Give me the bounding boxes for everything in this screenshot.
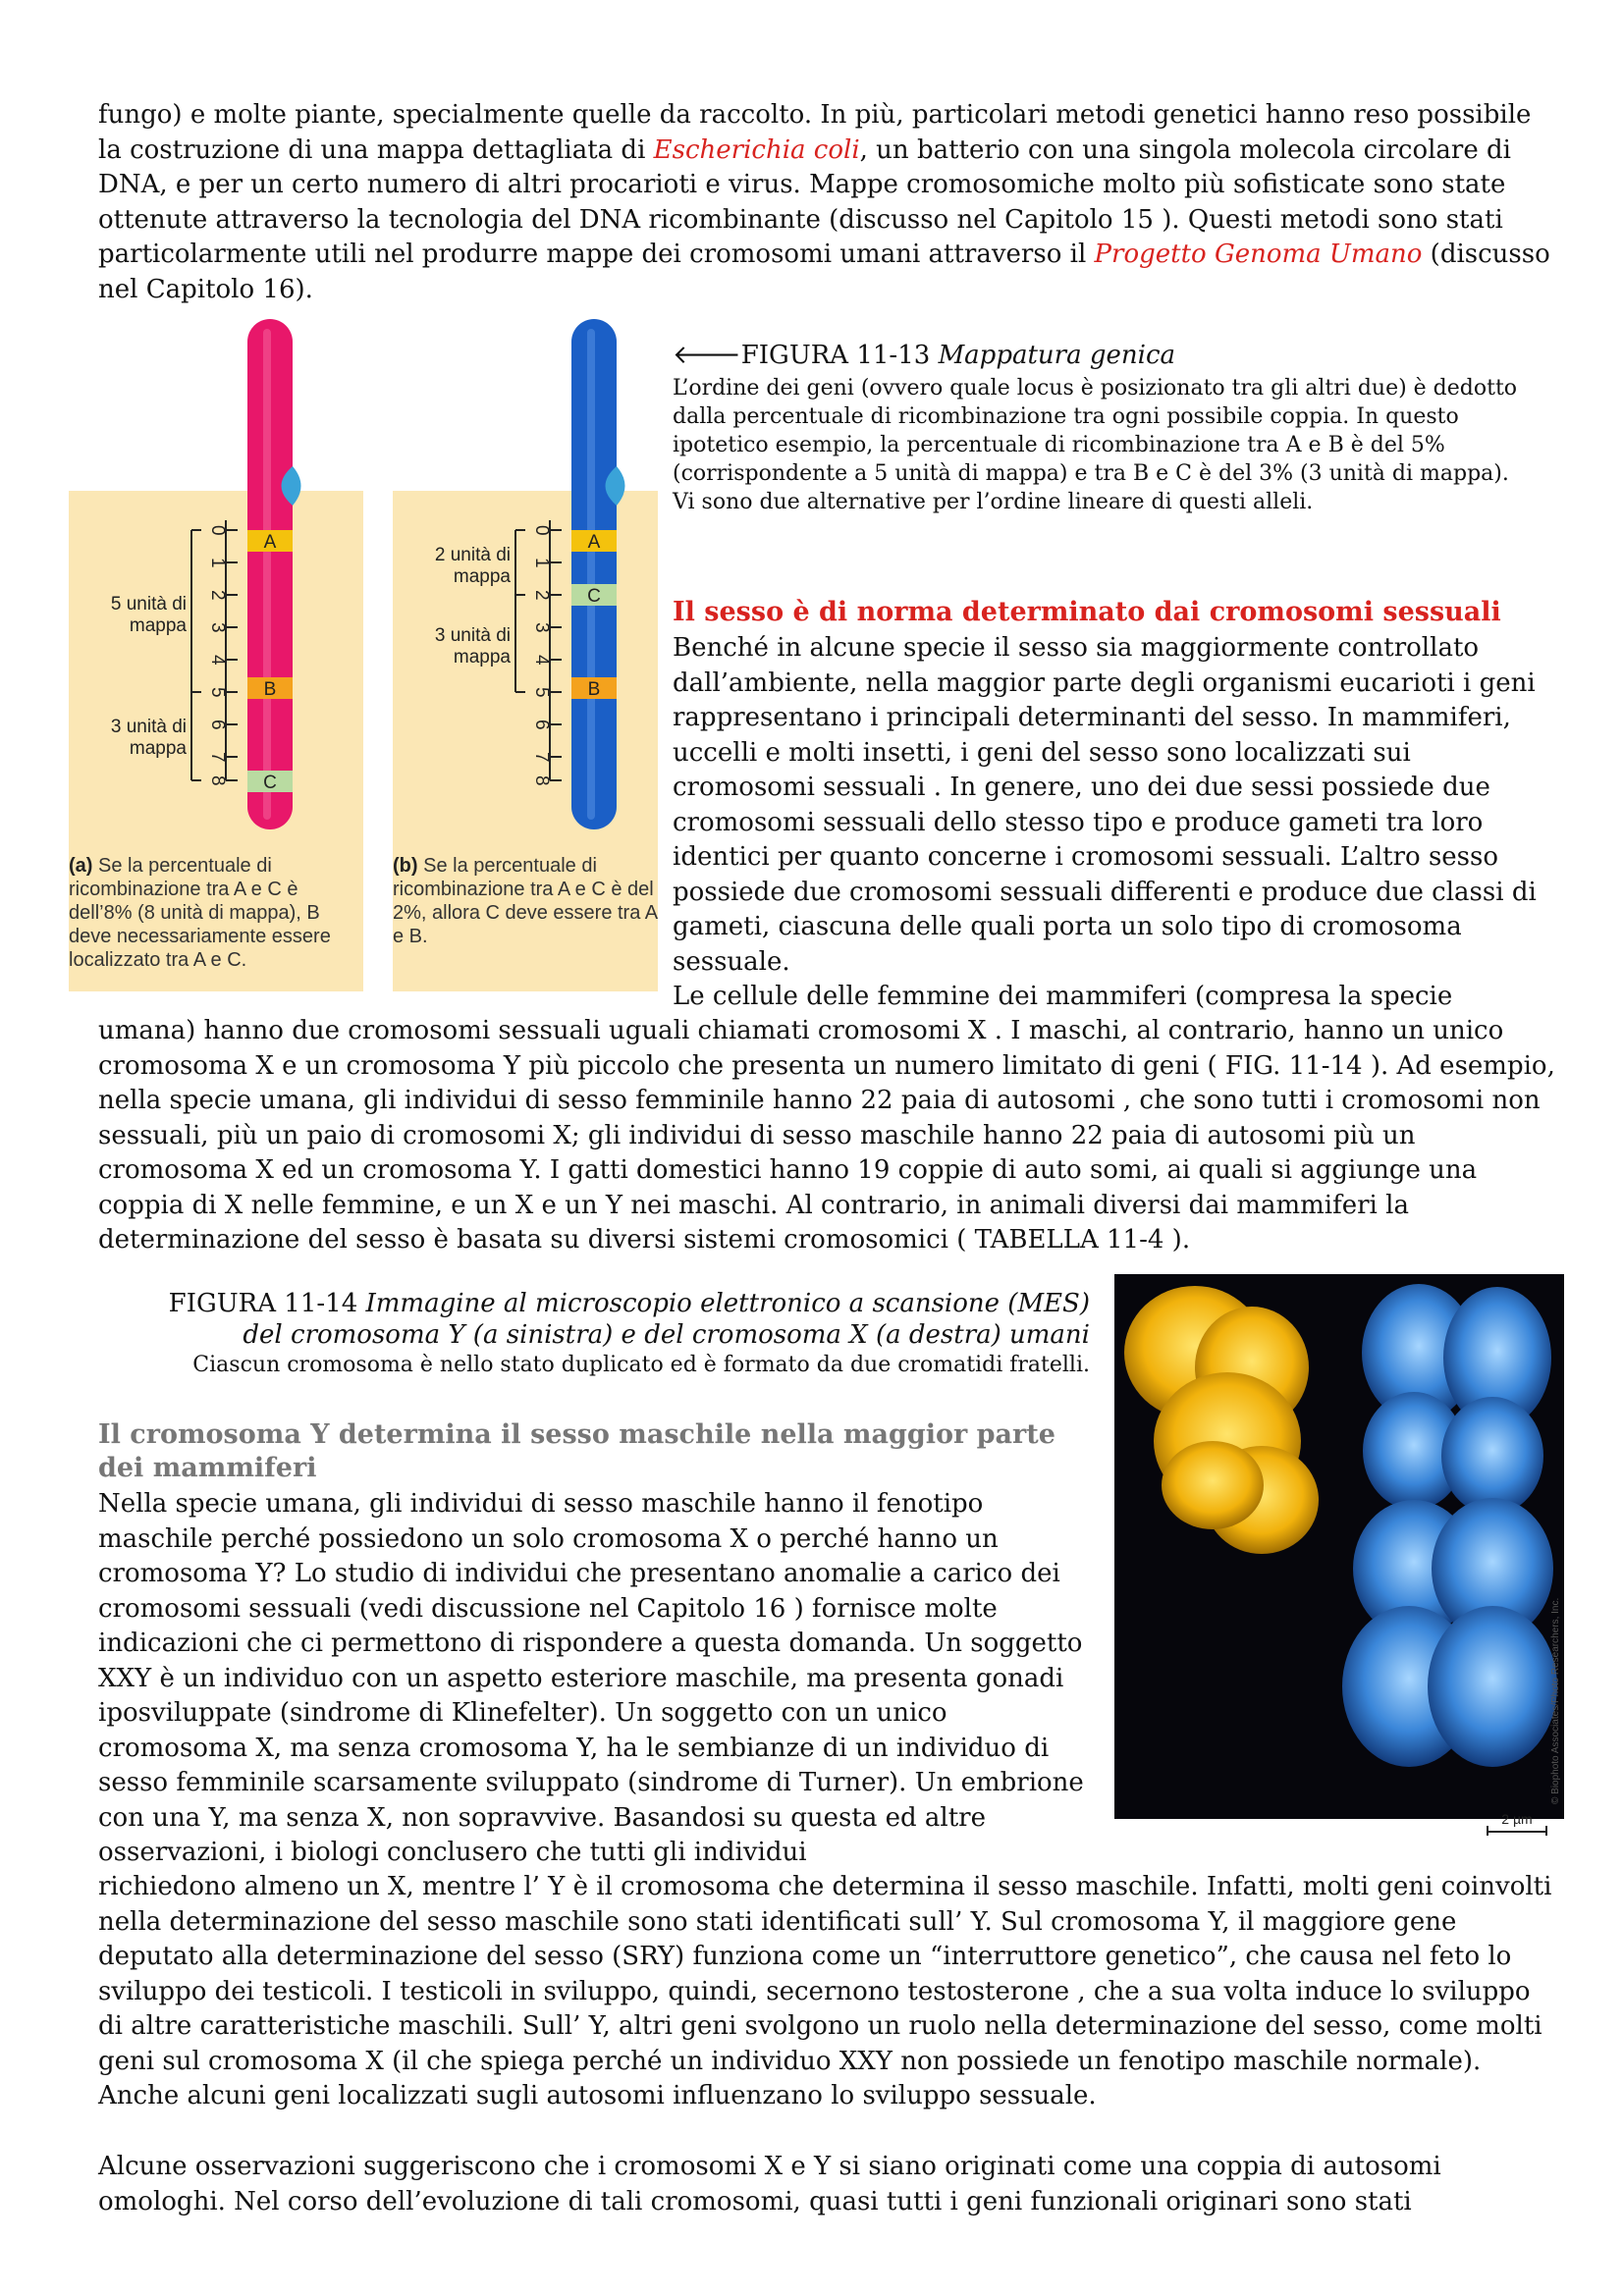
panel-a-label-5-units: 5 unità di mappa (110, 594, 187, 636)
panel-b-label-2-units: 2 unità di mappa (434, 545, 511, 587)
scale-bar-label: 2 µm (1501, 1811, 1533, 1827)
panel-b-caption-text: Se la percentuale di ricombinazione tra A e C è del 2%, allora C deve essere tra A e B. (393, 855, 658, 947)
photo-credit: © Biophoto Associates/Photo Researchers, Inc. (1550, 1597, 1561, 1804)
section-y-last: Alcune osservazioni suggeriscono che i cromosomi X e Y si siano originati come una coppia di autosomi omologhi. Nel corso dell’evoluzione di tali cromosomi, quasi tutti i geni funzionali originari sono stati (98, 2152, 1441, 2216)
panel-a-caption-text: Se la percentuale di ricombinazione tra A e C è dell’8% (8 unità di mappa), B deve necessariamente essere localizzato tra A e C. (69, 855, 331, 971)
fig-11-14-title-1: Immagine al microscopio elettronico a scansione (MES) (365, 1289, 1090, 1318)
intro-text-3: (discusso nel Capitolo 16). (98, 240, 1550, 304)
tick-a-3: 3 (207, 622, 228, 633)
intro-text-2: , un batterio con una singola molecola circolare di DNA, e per un certo numero di altri procarioti e virus. Mappe cromosomiche molto più sofisticate sono state ottenute attraverso la tecnologia del DNA ricombinante (discusso nel Capitolo 15 ). Questi metodi sono stati particolarmente utili nel produrre mappe dei cromosomi umani attraverso il (98, 134, 1511, 269)
tick-a-1: 1 (207, 558, 228, 568)
tick-b-4: 4 (531, 655, 552, 666)
fig-11-13-title: Mappatura genica (938, 341, 1176, 370)
tick-b-2: 2 (531, 590, 552, 601)
gene-label-b-left: B (263, 679, 277, 700)
section-heading-y: Il cromosoma Y determina il sesso maschile nella maggior parte dei mammiferi (98, 1419, 1055, 1483)
figure-11-14-image (1114, 1274, 1564, 1836)
tick-b-6: 6 (531, 720, 552, 730)
section-heading-sex: Il sesso è di norma determinato dai cromosomi sessuali (673, 597, 1501, 627)
tick-a-6: 6 (207, 720, 228, 730)
section-y-narrow: Nella specie umana, gli individui di sesso maschile hanno il fenotipo maschile perché possiedono un solo cromosoma X o perché hanno un cromosoma Y? Lo studio di individui che presentano anomalie a carico dei cromosomi sessuali (vedi discussione nel Capitolo 16 ) fornisce molte indicazioni che ci permettono di rispondere a questa domanda. Un soggetto XXY è un individuo con un aspetto esteriore maschile, ma presenta gonadi iposviluppate (sindrome di Klinefelter). Un soggetto con un unico cromosoma X, ma senza cromosoma Y, ha le sembianze di un individuo di sesso femminile scarsamente sviluppato (sindrome di Turner). Un embrione con una Y, ma senza X, non sopravvive. Basandosi su questa ed altre osservazioni, i biologi conclusero che tutti gli individui (98, 1489, 1084, 1867)
tick-b-7: 7 (531, 752, 552, 763)
intro-paragraph (98, 98, 1551, 307)
tick-b-5: 5 (531, 687, 552, 698)
fig-11-13-body: L’ordine dei geni (ovvero quale locus è posizionato tra gli altri due) è dedotto dalla percentuale di ricombinazione tra ogni possibile coppia. In questo ipotetico esempio, la percentuale di ricombinazione tra A e B è del 5% (corrispondente a 5 unità di mappa) e tra B e C è del 3% (3 unità di mappa). Vi sono due alternative per l’ordine lineare di questi alleli. (673, 376, 1518, 514)
intro-text-1: fungo) e molte piante, specialmente quelle da raccolto. In più, particolari metodi genetici hanno reso possibile la costruzione di una mappa dettagliata di (98, 100, 1532, 165)
fig-11-14-prefix: FIGURA 11-14 (168, 1289, 366, 1318)
section-sex-narrow: Benché in alcune specie il sesso sia maggiormente controllato dall’ambiente, nella maggior parte degli organismi eucarioti i geni rappresentano i principali determinanti del sesso. In mammiferi, uccelli e molti insetti, i geni del sesso sono localizzati sui cromosomi sessuali . In genere, uno dei due sessi possiede due cromosomi sessuali dello stesso tipo e produce gameti tra loro identici per quanto concerne i cromosomi sessuali. L’altro sesso possiede due cromosomi sessuali differenti e produce due classi di gameti, ciascuna delle quali porta un solo tipo di cromosoma sessuale. (673, 633, 1537, 977)
gene-label-a-left: A (263, 532, 277, 553)
figure-11-14-caption (98, 1288, 1090, 1380)
x-chromosome (1342, 1284, 1557, 1767)
panel-a-caption-letter: (a) (69, 855, 93, 877)
panel-a-label-3-units: 3 unità di mappa (110, 717, 187, 759)
progetto-genoma-link[interactable]: Progetto Genoma Umano (1094, 240, 1423, 269)
panel-b-caption-letter: (b) (393, 855, 418, 877)
tick-b-3: 3 (531, 622, 552, 633)
tick-a-8: 8 (207, 775, 228, 786)
tick-b-8: 8 (531, 775, 552, 786)
section-y-wide: richiedono almeno un X, mentre l’ Y è il cromosoma che determina il sesso maschile. Infatti, molti geni coinvolti nella determinazione del sesso maschile sono stati identificati sull’ Y. Sul cromosoma Y, il maggiore gene deputato alla determinazione del sesso (SRY) funziona come un “interruttore genetico”, che causa nel feto lo sviluppo dei testicoli. I testicoli in sviluppo, quindi, secernono testosterone , che a sua volta induce lo sviluppo di altre caratteristiche maschili. Sull’ Y, altri geni svolgono un ruolo nella determinazione del sesso, come molti geni sul cromosoma X (il che spiega perché un individuo XXY non possiede un fenotipo maschile normale). Anche alcuni geni localizzati sugli autosomi influenzano lo sviluppo sessuale. (98, 1872, 1552, 2110)
fig-11-14-body: Ciascun cromosoma è nello stato duplicato ed è formato da due cromatidi fratelli. (192, 1353, 1090, 1377)
chromosome-micrograph (1114, 1274, 1564, 1836)
tick-b-1: 1 (531, 558, 552, 568)
tick-a-0: 0 (207, 525, 228, 536)
figure-11-13-graphic (69, 319, 658, 996)
tick-a-4: 4 (207, 655, 228, 666)
tick-b-0: 0 (531, 525, 552, 536)
gene-label-b-right: B (587, 679, 601, 700)
tick-a-5: 5 (207, 687, 228, 698)
panel-b-label-3-units: 3 unità di mappa (434, 625, 511, 667)
gene-label-c-left: C (263, 773, 277, 793)
section-sex-wide: umana) hanno due cromosomi sessuali uguali chiamati cromosomi X . I maschi, al contrario, hanno un unico cromosoma X e un cromosoma Y più piccolo che presenta un numero limitato di geni ( FIG. 11-14 ). Ad esempio, nella specie umana, gli individui di sesso femminile hanno 22 paia di autosomi , che sono tutti i cromosomi non sessuali, più un paio di cromosomi X; gli individui di sesso maschile hanno 22 paia di autosomi più un cromosoma X ed un cromosoma Y. I gatti domestici hanno 19 coppie di auto somi, ai quali si aggiunge una coppia di X nelle femmine, e un X e un Y nei maschi. Al contrario, in animali diversi dai mammiferi la determinazione del sesso è basata su diversi sistemi cromosomici ( TABELLA 11-4 ). (98, 1016, 1555, 1255)
gene-label-c-right: C (587, 586, 601, 607)
tick-a-7: 7 (207, 752, 228, 763)
figure-11-13-caption (673, 339, 1537, 516)
back-arrow-icon: 🡐 (673, 341, 741, 370)
fig-11-13-prefix: FIGURA 11-13 (740, 341, 939, 370)
panel-a-caption (69, 854, 363, 972)
panel-b-caption (393, 854, 658, 948)
section-sex-lead: Le cellule delle femmine dei mammiferi (compresa la specie (673, 982, 1453, 1011)
ecoli-link[interactable]: Escherichia coli (653, 134, 860, 165)
fig-11-14-title-2: del cromosoma Y (a sinistra) e del cromosoma X (a destra) umani (243, 1320, 1090, 1350)
gene-label-a-right: A (587, 532, 601, 553)
tick-a-2: 2 (207, 590, 228, 601)
